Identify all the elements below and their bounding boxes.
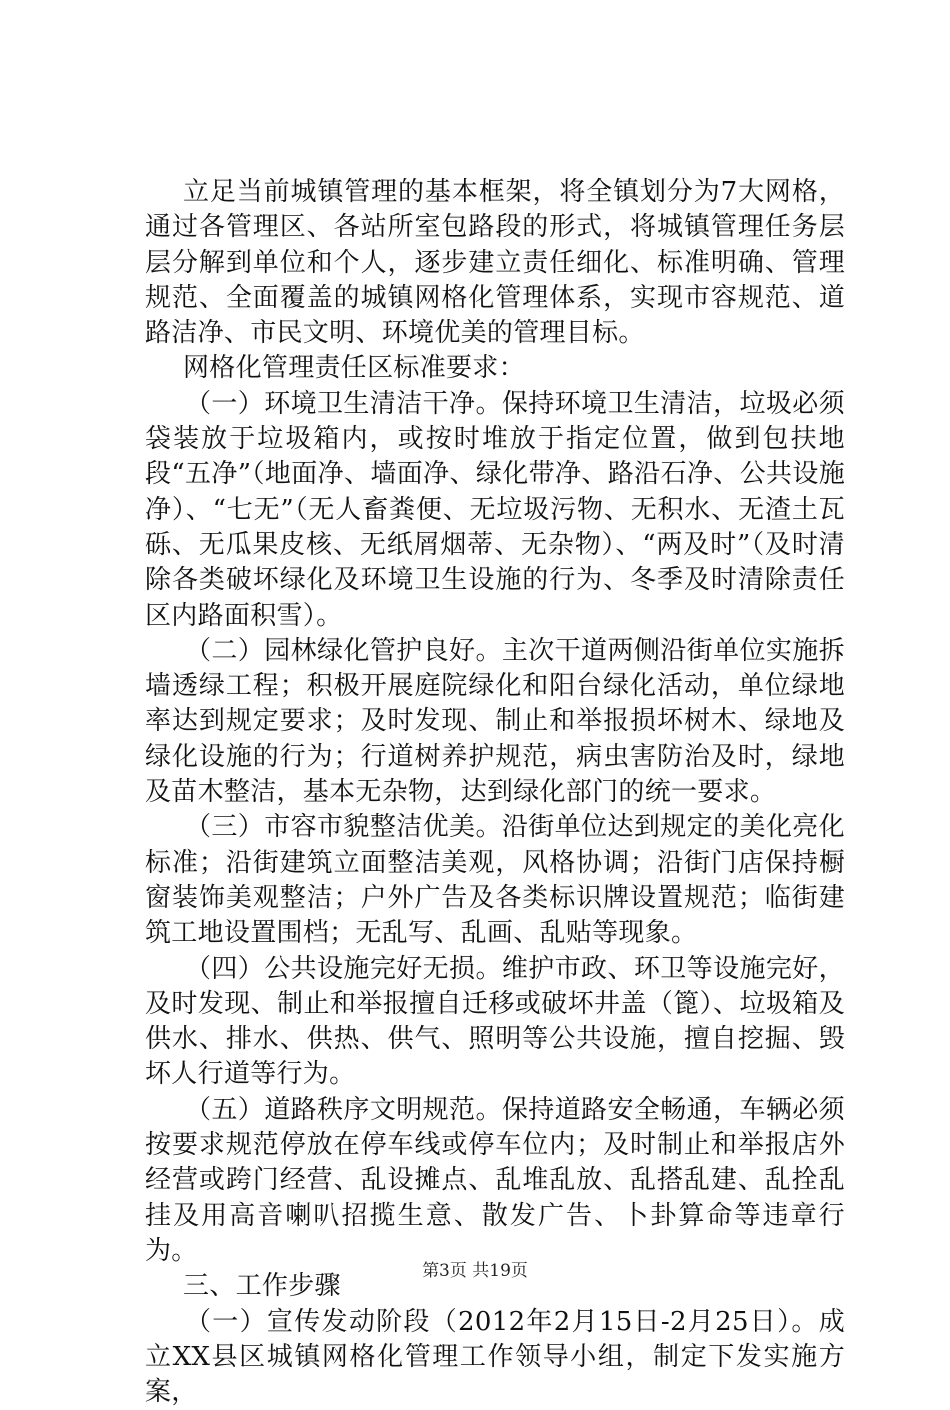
paragraph-item-1: （一）环境卫生清洁干净。保持环境卫生清洁，垃圾必须袋装放于垃圾箱内，或按时堆放于指定位置，做到包扶地段“五净”（地面净、墙面净、绿化带净、路沿石净、公共设施净）、“七无”（无人畜粪便、无垃圾污物、无积水、无渣土瓦砾、无瓜果皮核、无纸屑烟蒂、无杂物）、“两及时”（及时清除各类破坏绿化及环境卫生设施的行为、冬季及时清除责任区内路面积雪）。	[145, 387, 845, 634]
document-body	[145, 175, 845, 1410]
paragraph-item-5: （五）道路秩序文明规范。保持道路安全畅通，车辆必须按要求规范停放在停车线或停车位内；及时制止和举报店外经营或跨门经营、乱设摊点、乱堆乱放、乱搭乱建、乱拴乱挂及用高音喇叭招揽生意、散发广告、卜卦算命等违章行为。	[145, 1093, 845, 1269]
section-heading-work-steps: 三、工作步骤	[145, 1269, 845, 1304]
paragraph-item-4: （四）公共设施完好无损。维护市政、环卫等设施完好，及时发现、制止和举报擅自迁移或破坏井盖（篦）、垃圾箱及供水、排水、供热、供气、照明等公共设施，擅自挖掘、毁坏人行道等行为。	[145, 952, 845, 1093]
paragraph-intro: 立足当前城镇管理的基本框架，将全镇划分为7大网格，通过各管理区、各站所室包路段的形式，将城镇管理任务层层分解到单位和个人，逐步建立责任细化、标准明确、管理规范、全面覆盖的城镇网格化管理体系，实现市容规范、道路洁净、市民文明、环境优美的管理目标。	[145, 175, 845, 351]
paragraph-item-2: （二）园林绿化管护良好。主次干道两侧沿街单位实施拆墙透绿工程；积极开展庭院绿化和阳台绿化活动，单位绿地率达到规定要求；及时发现、制止和举报损坏树木、绿地及绿化设施的行为；行道树养护规范，病虫害防治及时，绿地及苗木整洁，基本无杂物，达到绿化部门的统一要求。	[145, 634, 845, 810]
page-number-footer: 第3页 共19页	[0, 1256, 950, 1281]
paragraph-step-1: （一）宣传发动阶段（2012年2月15日-2月25日）。成立XX县区城镇网格化管理工作领导小组，制定下发实施方案，	[145, 1305, 845, 1410]
paragraph-standards-heading: 网格化管理责任区标准要求：	[145, 351, 845, 386]
paragraph-item-3: （三）市容市貌整洁优美。沿街单位达到规定的美化亮化标准；沿街建筑立面整洁美观，风格协调；沿街门店保持橱窗装饰美观整洁；户外广告及各类标识牌设置规范；临街建筑工地设置围档；无乱写、乱画、乱贴等现象。	[145, 810, 845, 951]
